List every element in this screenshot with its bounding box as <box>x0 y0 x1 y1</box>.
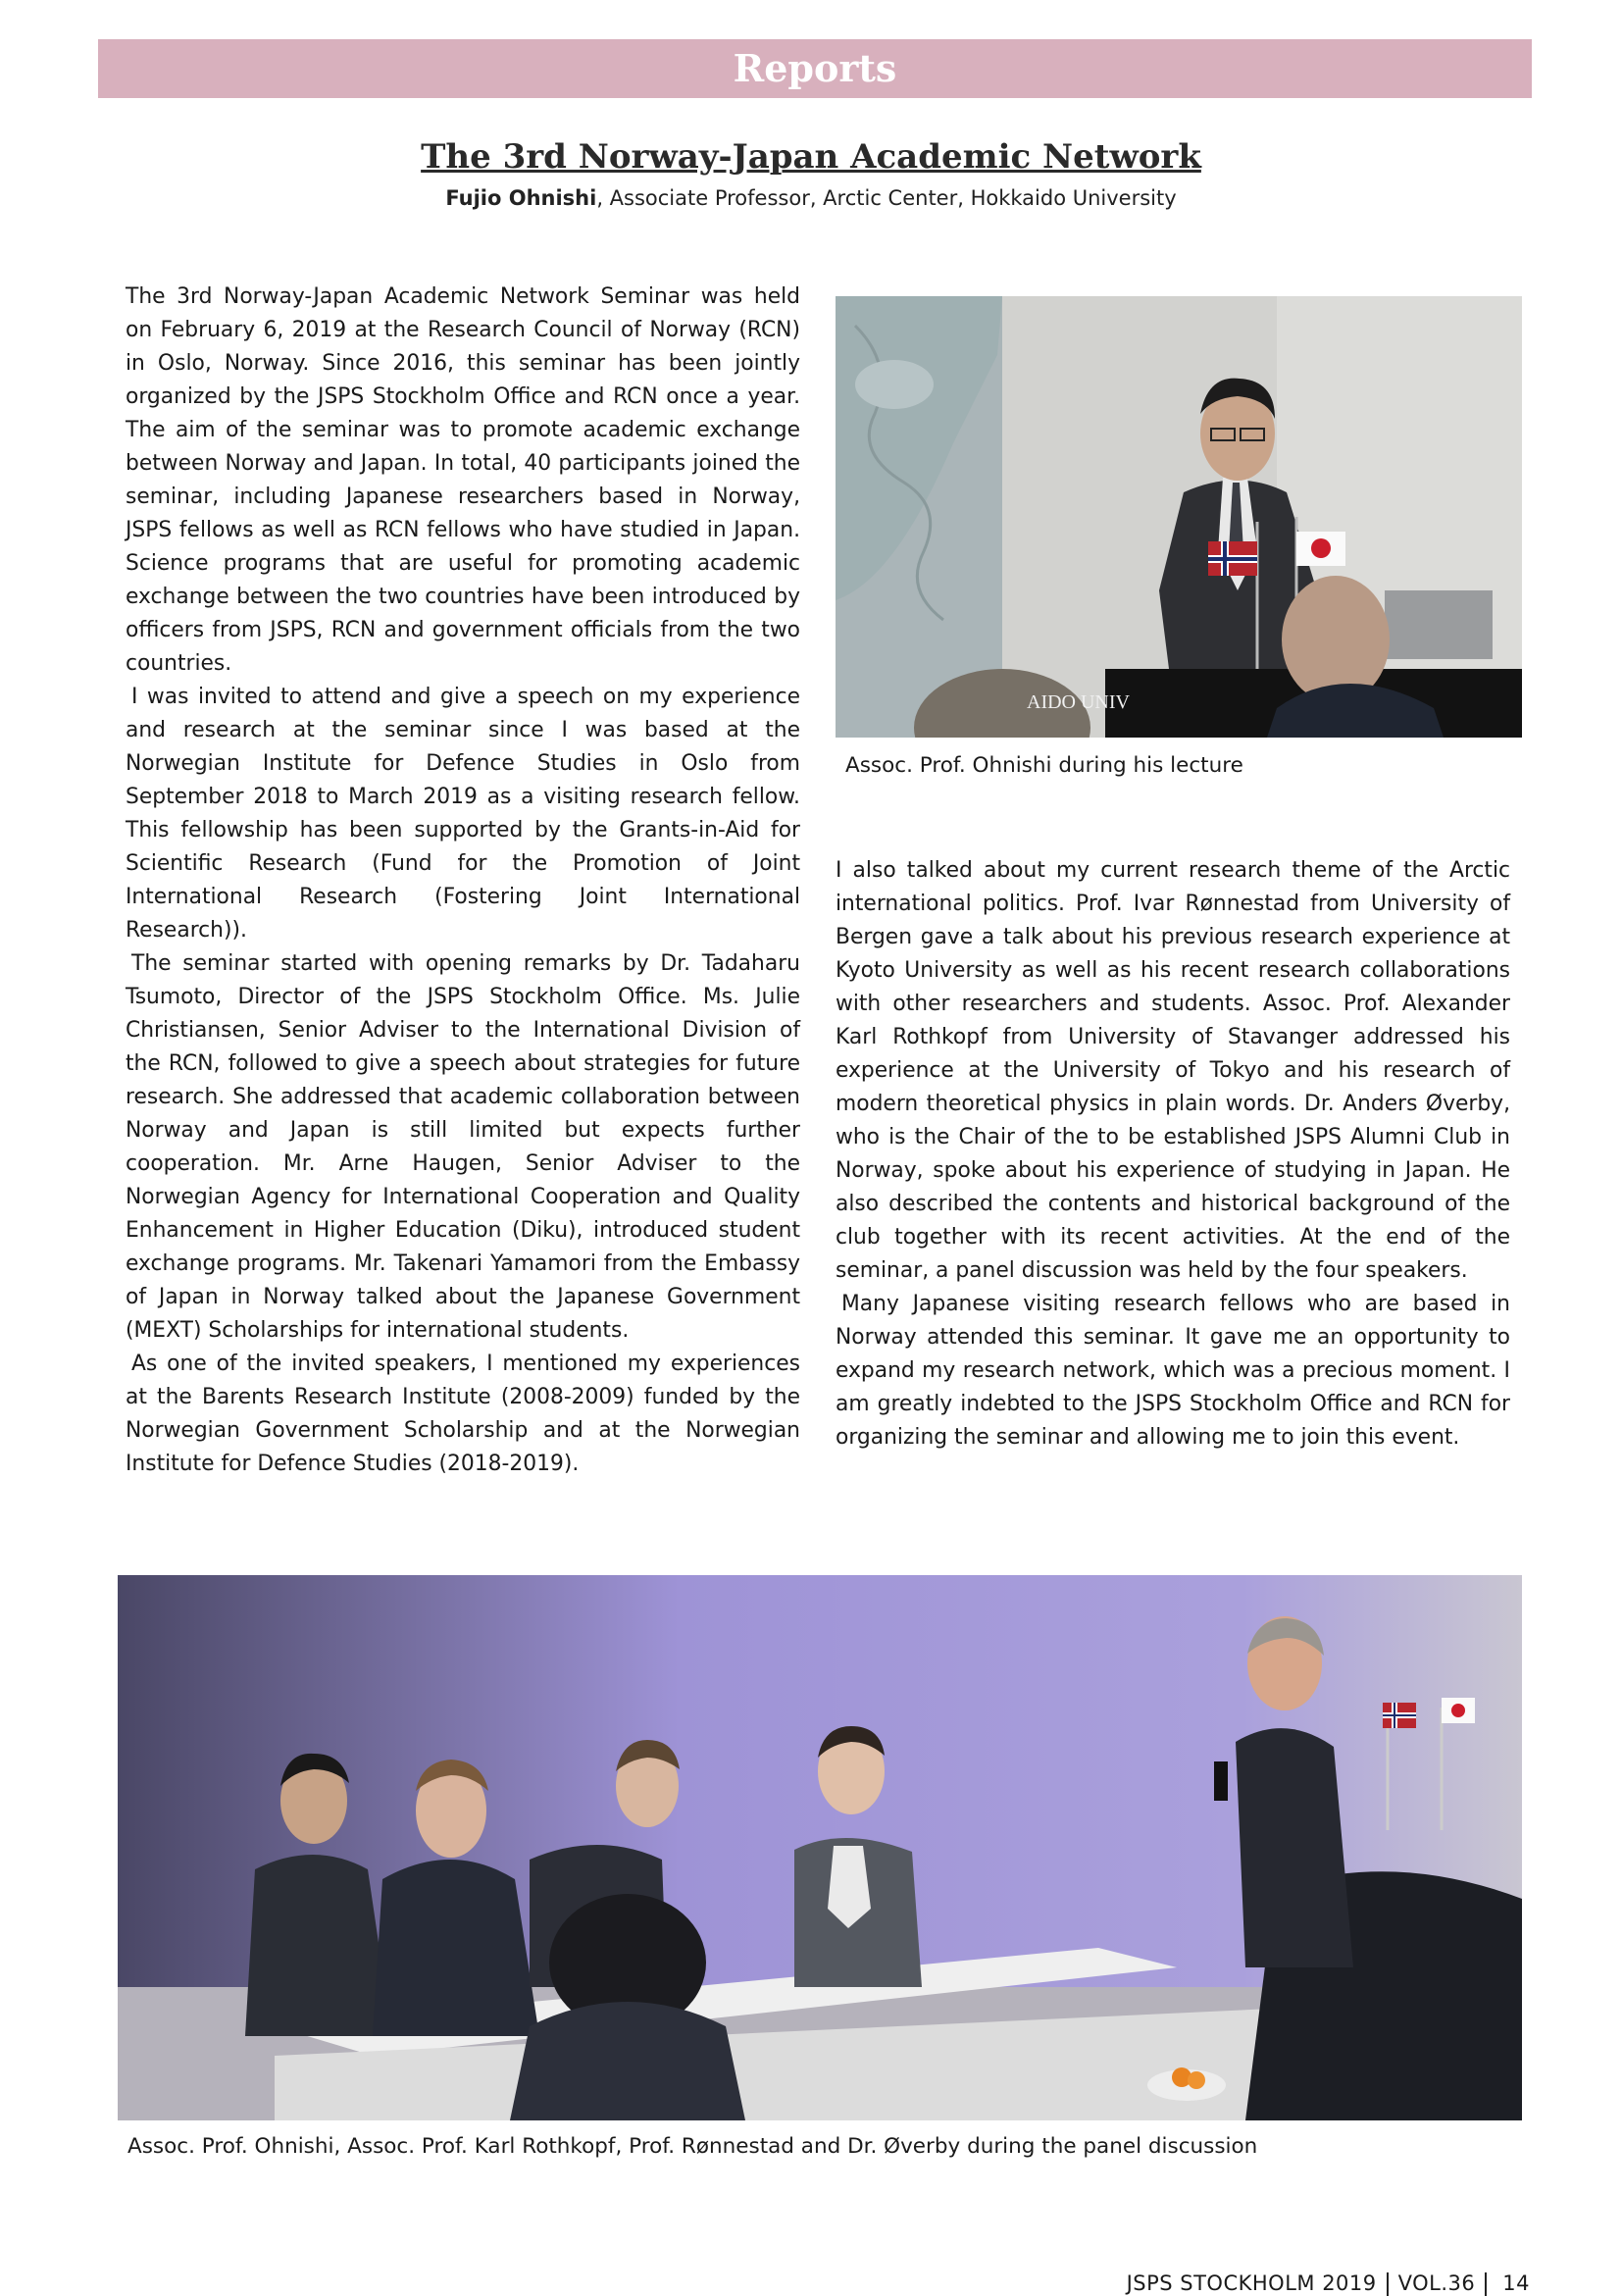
section-banner <box>98 39 1532 98</box>
panel-caption: Assoc. Prof. Ohnishi, Assoc. Prof. Karl Rothkopf, Prof. Rønnestad and Dr. Øverby during the panel discussion <box>127 2134 1258 2159</box>
right-column <box>836 854 1510 1454</box>
slide-text: AIDO UNIV <box>1027 691 1130 713</box>
lecture-caption: Assoc. Prof. Ohnishi during his lecture <box>845 753 1243 778</box>
panel-photo <box>118 1575 1522 2120</box>
author-name: Fujio Ohnishi <box>445 186 597 210</box>
author-affiliation: , Associate Professor, Arctic Center, Hokkaido University <box>596 186 1177 210</box>
publication-name: JSPS STOCKHOLM 2019 <box>1126 2271 1377 2295</box>
article-title: The 3rd Norway-Japan Academic Network <box>421 137 1201 177</box>
paragraph: The seminar started with opening remarks by Dr. Tadaharu Tsumoto, Director of the JSPS Stockholm Office. Ms. Julie Christiansen, Senior Adviser to the International Division of the RCN, followed to give a speech about strategies for future research. She addressed that academic collaboration between Norway and Japan is still limited but expects further cooperation. Mr. Arne Haugen, Senior Adviser to the Norwegian Agency for International Cooperation and Quality Enhancement in Higher Education (Diku), introduced student exchange programs. Mr. Takenari Yamamori from the Embassy of Japan in Norway talked about the Japanese Government (MEXT) Scholarships for international students. <box>126 951 800 1343</box>
section-title: Reports <box>733 46 897 90</box>
paragraph: Many Japanese visiting research fellows who are based in Norway attended this seminar. It gave me an opportunity to expand my research network, which was a precious moment. I am greatly indebted to the JSPS Stockholm Office and RCN for organizing the seminar and allowing me to join this event. <box>836 1292 1510 1450</box>
paragraph: The 3rd Norway-Japan Academic Network Seminar was held on February 6, 2019 at the Research Council of Norway (RCN) in Oslo, Norway. Since 2016, this seminar has been jointly organized by the JSPS Stockholm Office and RCN once a year. The aim of the seminar was to promote academic exchange between Norway and Japan. In total, 40 participants joined the seminar, including Japanese researchers based in Norway, JSPS fellows as well as RCN fellows who have studied in Japan. Science programs that are useful for promoting academic exchange between the two countries have been introduced by officers from JSPS, RCN and government officials from the two countries. <box>126 284 800 676</box>
lecture-photo <box>836 296 1522 738</box>
volume-number: VOL.36 <box>1397 2271 1476 2295</box>
paragraph: As one of the invited speakers, I mentioned my experiences at the Barents Research Institute (2008-2009) funded by the Norwegian Government Scholarship and at the Norwegian Institute for Defence Studies (2018-2019). <box>126 1352 800 1476</box>
page-footer <box>1127 2271 1530 2296</box>
page-number: 14 <box>1502 2271 1530 2295</box>
paragraph: I was invited to attend and give a speech on my experience and research at the seminar since I was based at the Norwegian Institute for Defence Studies in Oslo from September 2018 to March 2019 as a visiting research fellow. This fellowship has been supported by the Grants-in-Aid for Scientific Research (Fund for the Promotion of Joint International Research (Fostering Joint International Research)). <box>126 685 800 943</box>
divider <box>1485 2272 1487 2296</box>
divider <box>1387 2272 1389 2296</box>
paragraph: I also talked about my current research theme of the Arctic international politics. Prof. Ivar Rønnestad from University of Bergen gave a talk about his previous research experience at Kyoto University as well as his recent research collaborations with other researchers and students. Assoc. Prof. Alexander Karl Rothkopf from University of Stavanger addressed his experience at the University of Tokyo and his research of modern theoretical physics in plain words. Dr. Anders Øverby, who is the Chair of the to be established JSPS Alumni Club in Norway, spoke about his experience of studying in Japan. He also described the contents and historical background of the club together with its recent activities. At the end of the seminar, a panel discussion was held by the four speakers. <box>836 858 1510 1283</box>
left-column <box>126 281 800 1481</box>
byline <box>0 186 1622 210</box>
